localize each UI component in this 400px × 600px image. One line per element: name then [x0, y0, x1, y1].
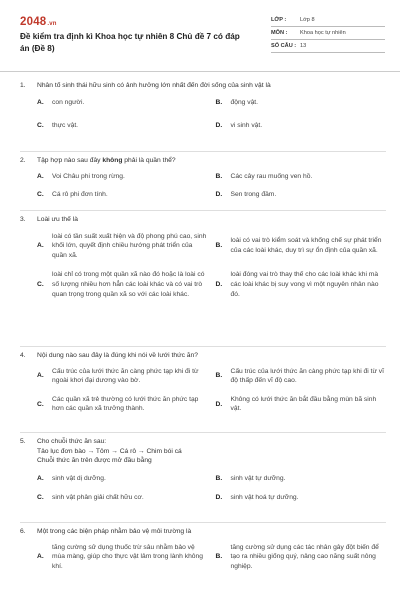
question-3 — [20, 211, 386, 347]
option-c[interactable]: C. Cá rô phi đơn tính. — [37, 191, 108, 199]
option-b[interactable]: B. tăng cường sử dụng các tác nhân gây đột biến để tạo ra nhiều giống quý, nâng cao năng suất nông nghiệp. — [215, 543, 379, 570]
question-stem: Cho chuỗi thức ăn sau: Tảo lục đơn bào → Tôm → Cá rô → Chim bói cá Chuỗi thức ăn trên được mở đầu bằng — [37, 438, 182, 465]
option-c[interactable]: C. Các quần xã trẻ thường có lưới thức ăn phức tạp hơn các quần xã trưởng thành. — [37, 395, 199, 413]
question-number: 5. — [20, 438, 26, 445]
meta-row-count — [271, 40, 385, 53]
meta-table — [271, 14, 385, 53]
question-stem: Nội dung nào sau đây là đúng khi nói về lưới thức ăn? — [37, 352, 198, 359]
question-list — [20, 79, 386, 600]
option-d[interactable]: D. sinh vật hoá tự dưỡng. — [215, 494, 299, 502]
question-number: 3. — [20, 216, 26, 223]
option-a[interactable]: A. loài có tần suất xuất hiện và độ phong phú cao, sinh khối lớn, quyết định chiều hướng phát triển của quần xã. — [37, 232, 207, 259]
question-stem: Loài ưu thế là — [37, 216, 78, 223]
question-number: 1. — [20, 82, 26, 89]
meta-key: SỐ CÂU : — [271, 43, 297, 49]
option-d[interactable]: D. Không có lưới thức ăn bắt đầu bằng mùn bã sinh vật. — [215, 395, 377, 413]
option-a[interactable]: A. Voi Châu phi trong rừng. — [37, 172, 125, 180]
question-2 — [20, 152, 386, 211]
emphasis-text: không — [102, 157, 123, 164]
option-b[interactable]: B. Cấu trúc của lưới thức ăn càng phức tạp khi đi từ vĩ độ thấp đến vĩ độ cao. — [215, 367, 385, 385]
question-stem: Nhân tố sinh thái hữu sinh có ảnh hưởng lớn nhất đến đời sống của sinh vật là — [37, 82, 271, 89]
header-divider — [0, 71, 400, 72]
question-number: 4. — [20, 352, 26, 359]
question-number: 2. — [20, 157, 26, 164]
question-5 — [20, 433, 386, 523]
option-a[interactable]: A. sinh vật dị dưỡng. — [37, 474, 106, 482]
option-c[interactable]: C. thực vật. — [37, 122, 79, 130]
question-1 — [20, 79, 386, 152]
option-a[interactable]: A. con người. — [37, 98, 85, 106]
document-header — [20, 0, 386, 68]
page-title: Đề kiểm tra định kì Khoa học tự nhiên 8 Chủ đề 7 có đáp án (Đề 8) — [20, 32, 240, 53]
meta-row-class — [271, 14, 385, 27]
option-a[interactable]: A. tăng cường sử dụng thuốc trừ sâu nhằm bảo vệ mùa màng, giúp cho thực vật lâm trong lành không khí. — [37, 543, 203, 570]
question-stem: Một trong các biện pháp nhằm bảo vệ môi trường là — [37, 528, 192, 535]
option-b[interactable]: B. sinh vật tự dưỡng. — [215, 474, 286, 482]
question-number: 6. — [20, 528, 26, 535]
meta-value: 13 — [300, 43, 307, 49]
option-d[interactable]: D. vi sinh vật. — [215, 122, 263, 130]
option-b[interactable]: B. Các cây rau muống ven hồ. — [215, 172, 313, 180]
option-c[interactable]: C. sinh vật phân giải chất hữu cơ. — [37, 494, 144, 502]
question-4 — [20, 347, 386, 433]
meta-row-subject — [271, 27, 385, 40]
option-c[interactable]: C. loài chỉ có trong một quần xã nào đó hoặc là loài có số lượng nhiều hơn hẳn các loài khác và có vai trò quan trọng trong quần xã so với các loài khác. — [37, 271, 205, 298]
meta-value: Lớp 8 — [300, 17, 315, 23]
option-b[interactable]: B. loài có vai trò kiểm soát và khống chế sự phát triển của các loài khác, duy trì sự ổn định của quần xã. — [215, 237, 382, 254]
question-6 — [20, 523, 386, 600]
question-stem: Tập hợp nào sau đây không phải là quần thể? — [37, 157, 176, 164]
option-d[interactable]: D. loài đóng vai trò thay thế cho các loài khác khi mà các loài khác bị suy vong vì một nguyên nhân nào đó. — [215, 271, 379, 298]
option-a[interactable]: A. Cấu trúc của lưới thức ăn càng phức tạp khi đi từ ngoài khơi đại dương vào bờ. — [37, 367, 199, 385]
meta-value: Khoa học tự nhiên — [300, 30, 346, 36]
option-b[interactable]: B. động vật. — [215, 98, 259, 106]
meta-key: LỚP : — [271, 17, 287, 23]
meta-key: MÔN : — [271, 30, 288, 36]
option-d[interactable]: D. Sen trong đầm. — [215, 191, 277, 199]
site-logo[interactable]: 2048.vn — [20, 16, 57, 28]
